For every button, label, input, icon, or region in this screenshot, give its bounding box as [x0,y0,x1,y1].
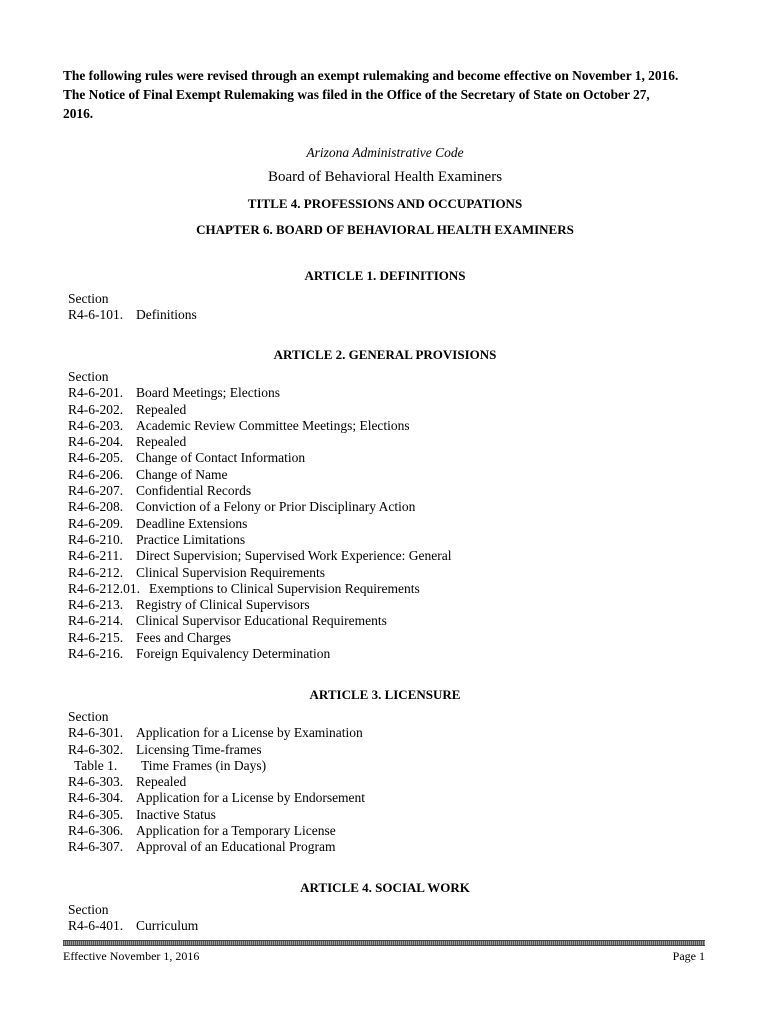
section-item [68,613,451,629]
section-title: Foreign Equivalency Determination [136,646,331,662]
table-number: Table 1. [74,757,118,773]
section-number: R4-6-304. [68,790,124,806]
section-item [68,774,365,790]
article-1-heading: ARTICLE 1. DEFINITIONS [304,268,466,283]
section-title: Repealed [136,434,187,450]
article-4-section-list [68,902,198,935]
article-3-heading: ARTICLE 3. LICENSURE [309,687,461,702]
section-number: R4-6-214. [68,613,124,629]
section-number: R4-6-210. [68,531,124,547]
effective-date: Effective November 1, 2016 [63,949,200,963]
section-item [68,499,451,515]
section-item [68,307,197,323]
section-title: Confidential Records [136,483,252,499]
table-title: Time Frames (in Days) [141,757,267,773]
section-number: R4-6-211. [68,548,123,564]
section-item [68,483,451,499]
section-item [68,581,451,597]
notice-line: 2016. [63,106,94,121]
section-number: R4-6-216. [68,646,124,662]
section-title: Clinical Supervision Requirements [136,564,325,580]
section-number: R4-6-306. [68,823,124,839]
board-name: Board of Behavioral Health Examiners [267,169,503,185]
section-item [68,565,451,581]
section-item [68,790,365,806]
section-number: R4-6-209. [68,515,124,531]
section-title: Practice Limitations [136,531,246,547]
section-title: Registry of Clinical Supervisors [136,597,310,613]
section-title: Repealed [136,401,187,417]
section-item [68,646,451,662]
section-number: R4-6-307. [68,839,124,855]
section-number: R4-6-303. [68,774,124,790]
section-title: Definitions [136,307,197,323]
section-title: Deadline Extensions [136,515,248,531]
article-3-section-list [68,709,365,856]
section-item [68,467,451,483]
section-label: Section [68,709,109,724]
article-4-heading: ARTICLE 4. SOCIAL WORK [300,880,470,895]
chapter-heading: CHAPTER 6. BOARD OF BEHAVIORAL HEALTH EXAMINERS [196,222,574,237]
section-item [68,418,451,434]
section-item [68,385,451,401]
section-title: Clinical Supervisor Educational Requirements [136,613,387,629]
section-item [68,434,451,450]
section-title: Repealed [136,774,187,790]
notice-line: The following rules were revised through an exempt rulemaking and become effective on November 1, 2016. [63,68,679,83]
section-number: R4-6-101. [68,307,124,323]
section-title: Change of Name [136,466,228,482]
section-title: Board Meetings; Elections [136,385,280,401]
section-item [68,516,451,532]
table-item [68,758,365,774]
section-title: Approval of an Educational Program [136,839,336,855]
section-number: R4-6-212. [68,564,124,580]
section-item [68,450,451,466]
section-number: R4-6-205. [68,450,124,466]
section-title: Application for a License by Examination [136,725,363,741]
section-number: R4-6-302. [68,741,124,757]
section-title: Licensing Time-frames [136,741,262,757]
section-number: R4-6-301. [68,725,124,741]
section-title: Application for a License by Endorsement [136,790,366,806]
section-item [68,548,451,564]
section-label: Section [68,902,109,917]
section-item [68,807,365,823]
section-title: Curriculum [136,918,199,934]
section-item [68,597,451,613]
notice-line: The Notice of Final Exempt Rulemaking was filed in the Office of the Secretary of State on October 27, [63,87,650,102]
section-title: Inactive Status [136,806,216,822]
section-title: Conviction of a Felony or Prior Disciplinary Action [136,499,416,515]
article-2-section-list [68,369,451,662]
section-title: Direct Supervision; Supervised Work Experience: General [136,548,452,564]
section-item [68,823,365,839]
section-number: R4-6-202. [68,401,124,417]
exempt-rulemaking-notice [63,66,713,123]
footer-divider [63,940,705,946]
section-label: Section [68,369,109,384]
section-number: R4-6-204. [68,434,124,450]
section-number: R4-6-401. [68,918,124,934]
section-item [68,742,365,758]
section-item [68,630,451,646]
title-heading: TITLE 4. PROFESSIONS AND OCCUPATIONS [247,196,523,211]
section-number: R4-6-212.01. [68,580,140,596]
section-item [68,402,451,418]
section-title: Fees and Charges [136,629,231,645]
section-item [68,839,365,855]
section-number: R4-6-201. [68,385,124,401]
article-1-section-list [68,291,197,324]
section-number: R4-6-207. [68,483,124,499]
section-title: Change of Contact Information [136,450,306,466]
article-2-heading: ARTICLE 2. GENERAL PROVISIONS [273,347,497,362]
section-item [68,532,451,548]
section-title: Academic Review Committee Meetings; Elections [136,417,410,433]
section-number: R4-6-305. [68,806,124,822]
section-number: R4-6-215. [68,629,124,645]
section-title: Application for a Temporary License [136,823,336,839]
page-number: Page 1 [672,949,705,963]
section-number: R4-6-208. [68,499,124,515]
section-number: R4-6-213. [68,597,124,613]
section-number: R4-6-203. [68,417,124,433]
section-title: Exemptions to Clinical Supervision Requirements [149,580,420,596]
code-name: Arizona Administrative Code [306,145,464,160]
section-label: Section [68,291,109,306]
section-item [68,725,365,741]
section-number: R4-6-206. [68,466,124,482]
section-item [68,918,198,934]
